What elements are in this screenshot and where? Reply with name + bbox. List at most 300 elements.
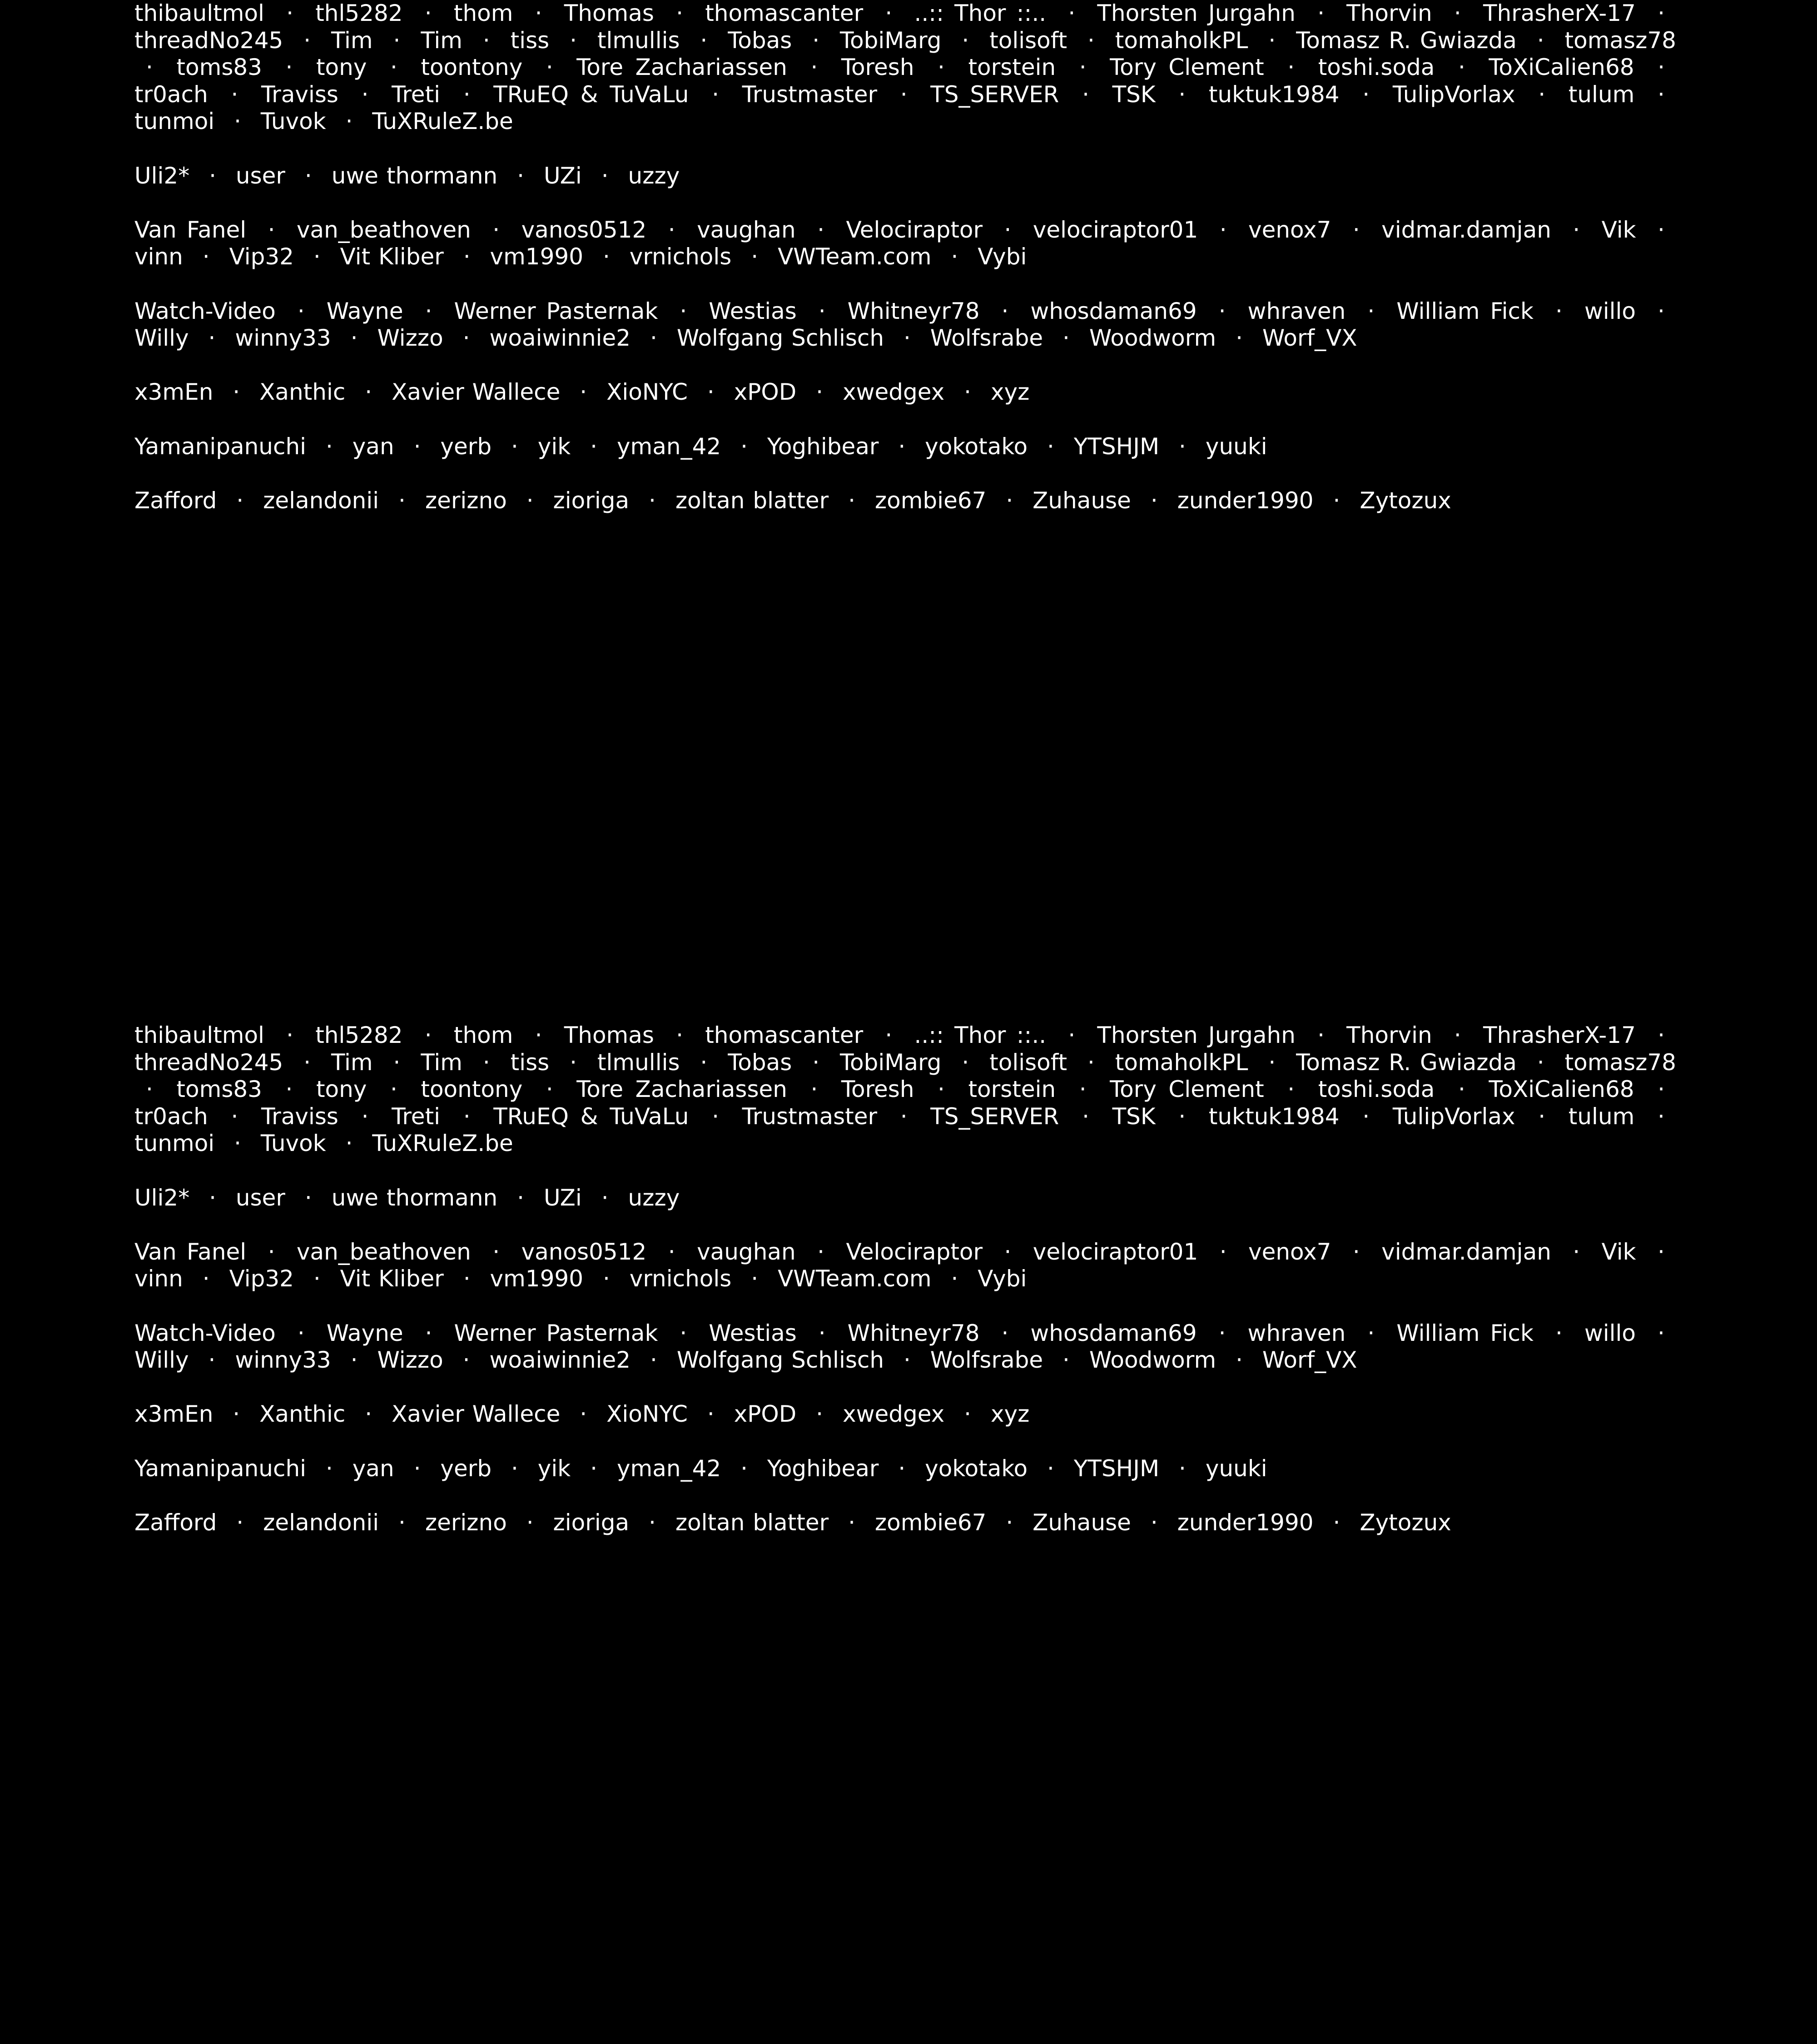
contributor-name: TuXRuleZ.be xyxy=(372,108,513,135)
credits-list-bottom xyxy=(134,1022,1676,1563)
separator-dot: · xyxy=(1236,325,1243,352)
separator-dot: · xyxy=(1004,216,1012,243)
credits-group-z xyxy=(134,487,1676,515)
contributor-name: yuuki xyxy=(1205,433,1267,460)
separator-dot: · xyxy=(1658,1022,1665,1048)
contributor-name: x3mEn xyxy=(134,379,213,406)
contributor-name: Worf_VX xyxy=(1262,325,1357,352)
contributor-name: tr0ach xyxy=(134,81,208,108)
separator-dot: · xyxy=(1082,1103,1089,1130)
separator-dot: · xyxy=(208,325,216,352)
contributor-name: yman_42 xyxy=(616,433,721,460)
separator-dot: · xyxy=(1454,0,1461,26)
separator-dot: · xyxy=(1317,1022,1325,1048)
separator-dot: · xyxy=(236,1509,244,1536)
separator-dot: · xyxy=(236,487,244,514)
contributor-name: thl5282 xyxy=(315,0,403,26)
separator-dot: · xyxy=(1458,54,1465,81)
contributor-name: Watch-Video xyxy=(134,298,276,324)
separator-dot: · xyxy=(325,433,333,460)
separator-dot: · xyxy=(398,1509,406,1536)
credits-group-t xyxy=(134,1022,1676,1157)
separator-dot: · xyxy=(268,216,275,243)
separator-dot: · xyxy=(898,433,906,460)
credits-group-z xyxy=(134,1509,1676,1537)
contributor-name: Uli2* xyxy=(134,1184,190,1211)
contributor-name: VWTeam.com xyxy=(778,243,932,270)
separator-dot: · xyxy=(313,243,321,270)
contributor-name: whraven xyxy=(1247,1320,1346,1346)
separator-dot: · xyxy=(463,243,471,270)
contributor-name: TobiMarg xyxy=(839,27,942,54)
separator-dot: · xyxy=(297,1320,305,1346)
separator-dot: · xyxy=(492,1238,500,1265)
contributor-name: UZi xyxy=(543,1184,582,1211)
contributor-name: Xavier Wallece xyxy=(392,379,561,406)
separator-dot: · xyxy=(325,1455,333,1482)
separator-dot: · xyxy=(962,1049,969,1076)
contributor-name: vm1990 xyxy=(490,1265,584,1292)
contributor-name: ..:: Thor ::.. xyxy=(914,1022,1047,1048)
credits-group-u xyxy=(134,1185,1676,1212)
contributor-name: xPOD xyxy=(734,379,797,406)
separator-dot: · xyxy=(1352,1238,1360,1265)
separator-dot: · xyxy=(818,1320,826,1346)
separator-dot: · xyxy=(1150,487,1158,514)
contributor-name: torstein xyxy=(968,1076,1056,1103)
separator-dot: · xyxy=(1362,1103,1370,1130)
separator-dot: · xyxy=(526,1509,534,1536)
separator-dot: · xyxy=(511,433,518,460)
separator-dot: · xyxy=(1352,216,1360,243)
separator-dot: · xyxy=(1006,1509,1013,1536)
contributor-name: vanos0512 xyxy=(521,1238,647,1265)
separator-dot: · xyxy=(649,487,656,514)
separator-dot: · xyxy=(1317,0,1325,26)
separator-dot: · xyxy=(1657,1238,1665,1265)
separator-dot: · xyxy=(526,487,534,514)
separator-dot: · xyxy=(492,216,500,243)
separator-dot: · xyxy=(1458,1076,1465,1103)
separator-dot: · xyxy=(1178,81,1186,108)
contributor-name: whosdaman69 xyxy=(1030,298,1197,324)
separator-dot: · xyxy=(817,216,825,243)
contributor-name: tomaholkPL xyxy=(1115,27,1248,54)
contributor-name: zunder1990 xyxy=(1177,1509,1314,1536)
separator-dot: · xyxy=(602,1265,610,1292)
contributor-name: YTSHJM xyxy=(1073,1455,1160,1482)
contributor-name: Tobas xyxy=(728,1049,792,1076)
separator-dot: · xyxy=(680,1320,687,1346)
separator-dot: · xyxy=(390,54,397,81)
contributor-name: Yoghibear xyxy=(767,1455,879,1482)
separator-dot: · xyxy=(1287,54,1295,81)
separator-dot: · xyxy=(1287,1076,1295,1103)
contributor-name: Vik xyxy=(1601,1238,1636,1265)
contributor-name: tomasz78 xyxy=(1564,1049,1676,1076)
separator-dot: · xyxy=(751,243,759,270)
separator-dot: · xyxy=(1001,1320,1009,1346)
contributor-name: Thorvin xyxy=(1346,0,1432,26)
separator-dot: · xyxy=(1538,81,1546,108)
separator-dot: · xyxy=(938,1076,945,1103)
contributor-name: Wayne xyxy=(326,1320,403,1346)
separator-dot: · xyxy=(297,298,305,324)
separator-dot: · xyxy=(233,1401,240,1428)
credits-group-w xyxy=(134,1320,1676,1374)
separator-dot: · xyxy=(1657,298,1665,324)
contributor-name: Zafford xyxy=(134,1509,217,1536)
separator-dot: · xyxy=(1087,1049,1095,1076)
separator-dot: · xyxy=(903,1347,911,1374)
contributor-name: Treti xyxy=(392,1103,441,1130)
contributor-name: ThrasherX-17 xyxy=(1483,1022,1636,1048)
separator-dot: · xyxy=(1068,1022,1076,1048)
contributor-name: tomasz78 xyxy=(1564,27,1676,54)
separator-dot: · xyxy=(535,0,542,26)
contributor-name: yik xyxy=(537,1455,571,1482)
contributor-name: vrnichols xyxy=(629,243,732,270)
contributor-name: Tory Clement xyxy=(1110,1076,1264,1103)
contributor-name: whosdaman69 xyxy=(1030,1320,1197,1346)
separator-dot: · xyxy=(707,1401,715,1428)
separator-dot: · xyxy=(231,1103,238,1130)
separator-dot: · xyxy=(1068,0,1076,26)
separator-dot: · xyxy=(463,1265,471,1292)
separator-dot: · xyxy=(1079,1076,1087,1103)
contributor-name: zombie67 xyxy=(874,1509,987,1536)
contributor-name: winny33 xyxy=(235,1347,331,1374)
separator-dot: · xyxy=(964,379,971,406)
contributor-name: TS_SERVER xyxy=(930,81,1059,108)
separator-dot: · xyxy=(700,27,708,54)
separator-dot: · xyxy=(1179,1455,1186,1482)
separator-dot: · xyxy=(393,27,401,54)
credits-group-v xyxy=(134,217,1676,271)
contributor-name: Zuhause xyxy=(1033,487,1131,514)
contributor-name: zioriga xyxy=(553,1509,630,1536)
contributor-name: vanos0512 xyxy=(521,216,647,243)
separator-dot: · xyxy=(546,1076,553,1103)
separator-dot: · xyxy=(740,433,748,460)
contributor-name: Woodworm xyxy=(1089,325,1216,352)
contributor-name: yokotako xyxy=(925,433,1028,460)
contributor-name: Traviss xyxy=(261,1103,338,1130)
separator-dot: · xyxy=(1657,1320,1665,1346)
separator-dot: · xyxy=(425,1320,432,1346)
contributor-name: Xanthic xyxy=(259,1401,346,1428)
separator-dot: · xyxy=(1658,81,1665,108)
contributor-name: TuXRuleZ.be xyxy=(372,1130,513,1157)
contributor-name: Willy xyxy=(134,1347,189,1374)
contributor-name: Wizzo xyxy=(377,1347,443,1374)
contributor-name: yan xyxy=(352,1455,394,1482)
separator-dot: · xyxy=(535,1022,542,1048)
contributor-name: ThrasherX-17 xyxy=(1483,0,1636,26)
separator-dot: · xyxy=(1537,1049,1544,1076)
contributor-name: venox7 xyxy=(1248,1238,1331,1265)
contributor-name: Toresh xyxy=(841,1076,914,1103)
separator-dot: · xyxy=(1082,81,1089,108)
separator-dot: · xyxy=(1362,81,1370,108)
contributor-name: Trustmaster xyxy=(742,81,878,108)
separator-dot: · xyxy=(1573,216,1580,243)
separator-dot: · xyxy=(817,1238,825,1265)
contributor-name: thibaultmol xyxy=(134,0,264,26)
separator-dot: · xyxy=(1006,487,1013,514)
separator-dot: · xyxy=(1004,1238,1012,1265)
separator-dot: · xyxy=(313,1265,321,1292)
separator-dot: · xyxy=(1333,1509,1340,1536)
contributor-name: van_beathoven xyxy=(296,1238,471,1265)
separator-dot: · xyxy=(885,0,893,26)
contributor-name: tolisoft xyxy=(989,27,1067,54)
contributor-name: toms83 xyxy=(176,1076,262,1103)
contributor-name: thom xyxy=(453,0,513,26)
separator-dot: · xyxy=(812,1049,820,1076)
separator-dot: · xyxy=(951,1265,958,1292)
contributor-name: yuuki xyxy=(1205,1455,1267,1482)
contributor-name: zoltan blatter xyxy=(675,487,829,514)
contributor-name: thibaultmol xyxy=(134,1022,264,1048)
separator-dot: · xyxy=(818,298,826,324)
contributor-name: vidmar.damjan xyxy=(1381,1238,1551,1265)
contributor-name: uwe thormann xyxy=(331,162,498,189)
contributor-name: zunder1990 xyxy=(1177,487,1314,514)
contributor-name: Tore Zachariassen xyxy=(576,1076,787,1103)
contributor-name: xwedgex xyxy=(842,379,945,406)
contributor-name: Xavier Wallece xyxy=(392,1401,561,1428)
separator-dot: · xyxy=(482,1049,490,1076)
contributor-name: willo xyxy=(1584,1320,1636,1346)
separator-dot: · xyxy=(1087,27,1095,54)
contributor-name: Werner Pasternak xyxy=(454,298,658,324)
contributor-name: Whitneyr78 xyxy=(847,1320,980,1346)
separator-dot: · xyxy=(546,54,553,81)
separator-dot: · xyxy=(208,1347,216,1374)
contributor-name: yerb xyxy=(440,1455,492,1482)
separator-dot: · xyxy=(1367,298,1375,324)
separator-dot: · xyxy=(602,243,610,270)
separator-dot: · xyxy=(650,1347,657,1374)
contributor-name: TulipVorlax xyxy=(1392,81,1515,108)
contributor-name: zelandonii xyxy=(263,487,379,514)
contributor-name: Zytozux xyxy=(1360,487,1451,514)
contributor-name: Treti xyxy=(392,81,441,108)
contributor-name: tr0ach xyxy=(134,1103,208,1130)
separator-dot: · xyxy=(590,433,598,460)
contributor-name: Werner Pasternak xyxy=(454,1320,658,1346)
separator-dot: · xyxy=(350,1347,358,1374)
separator-dot: · xyxy=(517,162,525,189)
separator-dot: · xyxy=(209,162,217,189)
separator-dot: · xyxy=(1001,298,1009,324)
separator-dot: · xyxy=(304,162,312,189)
separator-dot: · xyxy=(231,81,238,108)
contributor-name: Tim xyxy=(331,27,373,54)
contributor-name: vaughan xyxy=(697,1238,796,1265)
separator-dot: · xyxy=(590,1455,598,1482)
separator-dot: · xyxy=(951,243,958,270)
separator-dot: · xyxy=(570,1049,577,1076)
separator-dot: · xyxy=(649,1509,656,1536)
separator-dot: · xyxy=(676,1022,684,1048)
contributor-name: Velociraptor xyxy=(846,1238,983,1265)
contributor-name: tomaholkPL xyxy=(1115,1049,1248,1076)
separator-dot: · xyxy=(462,1347,470,1374)
separator-dot: · xyxy=(580,1401,587,1428)
credits-group-y xyxy=(134,1455,1676,1483)
contributor-name: vinn xyxy=(134,243,183,270)
contributor-name: UZi xyxy=(543,162,582,189)
separator-dot: · xyxy=(463,1103,471,1130)
contributor-name: toontony xyxy=(421,54,523,81)
contributor-name: user xyxy=(235,162,285,189)
separator-dot: · xyxy=(812,27,820,54)
contributor-name: tuktuk1984 xyxy=(1208,81,1340,108)
contributor-name: yokotako xyxy=(925,1455,1028,1482)
contributor-name: tulum xyxy=(1568,1103,1635,1130)
contributor-name: VWTeam.com xyxy=(778,1265,932,1292)
contributor-name: Wolfgang Schlisch xyxy=(676,325,884,352)
separator-dot: · xyxy=(413,1455,421,1482)
separator-dot: · xyxy=(146,1076,153,1103)
contributor-name: threadNo245 xyxy=(134,1049,283,1076)
contributor-name: Thomas xyxy=(564,0,654,26)
contributor-name: vaughan xyxy=(697,216,796,243)
contributor-name: Yamanipanuchi xyxy=(134,1455,307,1482)
contributor-name: ..:: Thor ::.. xyxy=(914,0,1047,26)
contributor-name: willo xyxy=(1584,298,1636,324)
separator-dot: · xyxy=(398,487,406,514)
separator-dot: · xyxy=(712,81,720,108)
contributor-name: Zuhause xyxy=(1033,1509,1131,1536)
contributor-name: Wolfsrabe xyxy=(930,325,1043,352)
contributor-name: thom xyxy=(453,1022,513,1048)
separator-dot: · xyxy=(680,298,687,324)
contributor-name: tuktuk1984 xyxy=(1208,1103,1340,1130)
separator-dot: · xyxy=(1178,1103,1186,1130)
contributor-name: zerizno xyxy=(425,1509,507,1536)
credits-group-u xyxy=(134,163,1676,190)
contributor-name: toshi.soda xyxy=(1318,54,1435,81)
separator-dot: · xyxy=(268,1238,275,1265)
separator-dot: · xyxy=(517,1184,525,1211)
contributor-name: yik xyxy=(537,433,571,460)
separator-dot: · xyxy=(1047,433,1054,460)
contributor-name: winny33 xyxy=(235,325,331,352)
separator-dot: · xyxy=(345,1130,353,1157)
contributor-name: torstein xyxy=(968,54,1056,81)
separator-dot: · xyxy=(286,1022,294,1048)
separator-dot: · xyxy=(424,0,432,26)
contributor-name: thomascanter xyxy=(705,1022,864,1048)
contributor-name: William Fick xyxy=(1396,298,1534,324)
contributor-name: Vit Kliber xyxy=(340,1265,444,1292)
contributor-name: Yoghibear xyxy=(767,433,879,460)
separator-dot: · xyxy=(601,1184,609,1211)
separator-dot: · xyxy=(816,1401,824,1428)
contributor-name: tlmullis xyxy=(597,27,680,54)
contributor-name: Wizzo xyxy=(377,325,443,352)
separator-dot: · xyxy=(1538,1103,1546,1130)
contributor-name: tolisoft xyxy=(989,1049,1067,1076)
credits-list-top xyxy=(134,0,1676,541)
contributor-name: user xyxy=(235,1184,285,1211)
contributor-name: tony xyxy=(316,54,367,81)
contributor-name: TSK xyxy=(1112,81,1156,108)
contributor-name: Whitneyr78 xyxy=(847,298,980,324)
contributor-name: Thorsten Jurgahn xyxy=(1097,1022,1296,1048)
contributor-name: vinn xyxy=(134,1265,183,1292)
contributor-name: Trustmaster xyxy=(742,1103,878,1130)
separator-dot: · xyxy=(361,1103,369,1130)
contributor-name: ToXiCalien68 xyxy=(1489,1076,1634,1103)
separator-dot: · xyxy=(938,54,945,81)
separator-dot: · xyxy=(424,1022,432,1048)
contributor-name: Tory Clement xyxy=(1110,54,1264,81)
separator-dot: · xyxy=(650,325,657,352)
contributor-name: yan xyxy=(352,433,394,460)
separator-dot: · xyxy=(303,27,311,54)
contributor-name: yerb xyxy=(440,433,492,460)
contributor-name: whraven xyxy=(1247,298,1346,324)
separator-dot: · xyxy=(462,325,470,352)
separator-dot: · xyxy=(1179,433,1186,460)
separator-dot: · xyxy=(1454,1022,1461,1048)
separator-dot: · xyxy=(1236,1347,1243,1374)
separator-dot: · xyxy=(285,1076,293,1103)
contributor-name: Tuvok xyxy=(260,108,326,135)
separator-dot: · xyxy=(885,1022,893,1048)
separator-dot: · xyxy=(1367,1320,1375,1346)
separator-dot: · xyxy=(1333,487,1340,514)
contributor-name: YTSHJM xyxy=(1073,433,1160,460)
separator-dot: · xyxy=(570,27,577,54)
credits-group-x xyxy=(134,1401,1676,1428)
separator-dot: · xyxy=(1062,325,1070,352)
separator-dot: · xyxy=(1573,1238,1580,1265)
contributor-name: Tobas xyxy=(728,27,792,54)
contributor-name: Wayne xyxy=(326,298,403,324)
contributor-name: Willy xyxy=(134,325,189,352)
contributor-name: Zafford xyxy=(134,487,217,514)
separator-dot: · xyxy=(1219,216,1227,243)
separator-dot: · xyxy=(1658,1076,1665,1103)
contributor-name: Tomasz R. Gwiazda xyxy=(1296,1049,1517,1076)
credits-group-w xyxy=(134,298,1676,352)
contributor-name: zombie67 xyxy=(874,487,987,514)
separator-dot: · xyxy=(361,81,369,108)
separator-dot: · xyxy=(285,54,293,81)
separator-dot: · xyxy=(740,1455,748,1482)
separator-dot: · xyxy=(1047,1455,1054,1482)
separator-dot: · xyxy=(1218,298,1226,324)
contributor-name: TRuEQ & TuVaLu xyxy=(493,81,689,108)
separator-dot: · xyxy=(1658,54,1665,81)
contributor-name: Wolfsrabe xyxy=(930,1347,1043,1374)
separator-dot: · xyxy=(202,1265,210,1292)
contributor-name: tiss xyxy=(510,27,550,54)
separator-dot: · xyxy=(1555,298,1563,324)
separator-dot: · xyxy=(751,1265,759,1292)
contributor-name: TRuEQ & TuVaLu xyxy=(493,1103,689,1130)
contributor-name: tulum xyxy=(1568,81,1635,108)
contributor-name: xPOD xyxy=(734,1401,797,1428)
contributor-name: Wolfgang Schlisch xyxy=(676,1347,884,1374)
contributor-name: woaiwinnie2 xyxy=(489,1347,631,1374)
contributor-name: woaiwinnie2 xyxy=(489,325,631,352)
